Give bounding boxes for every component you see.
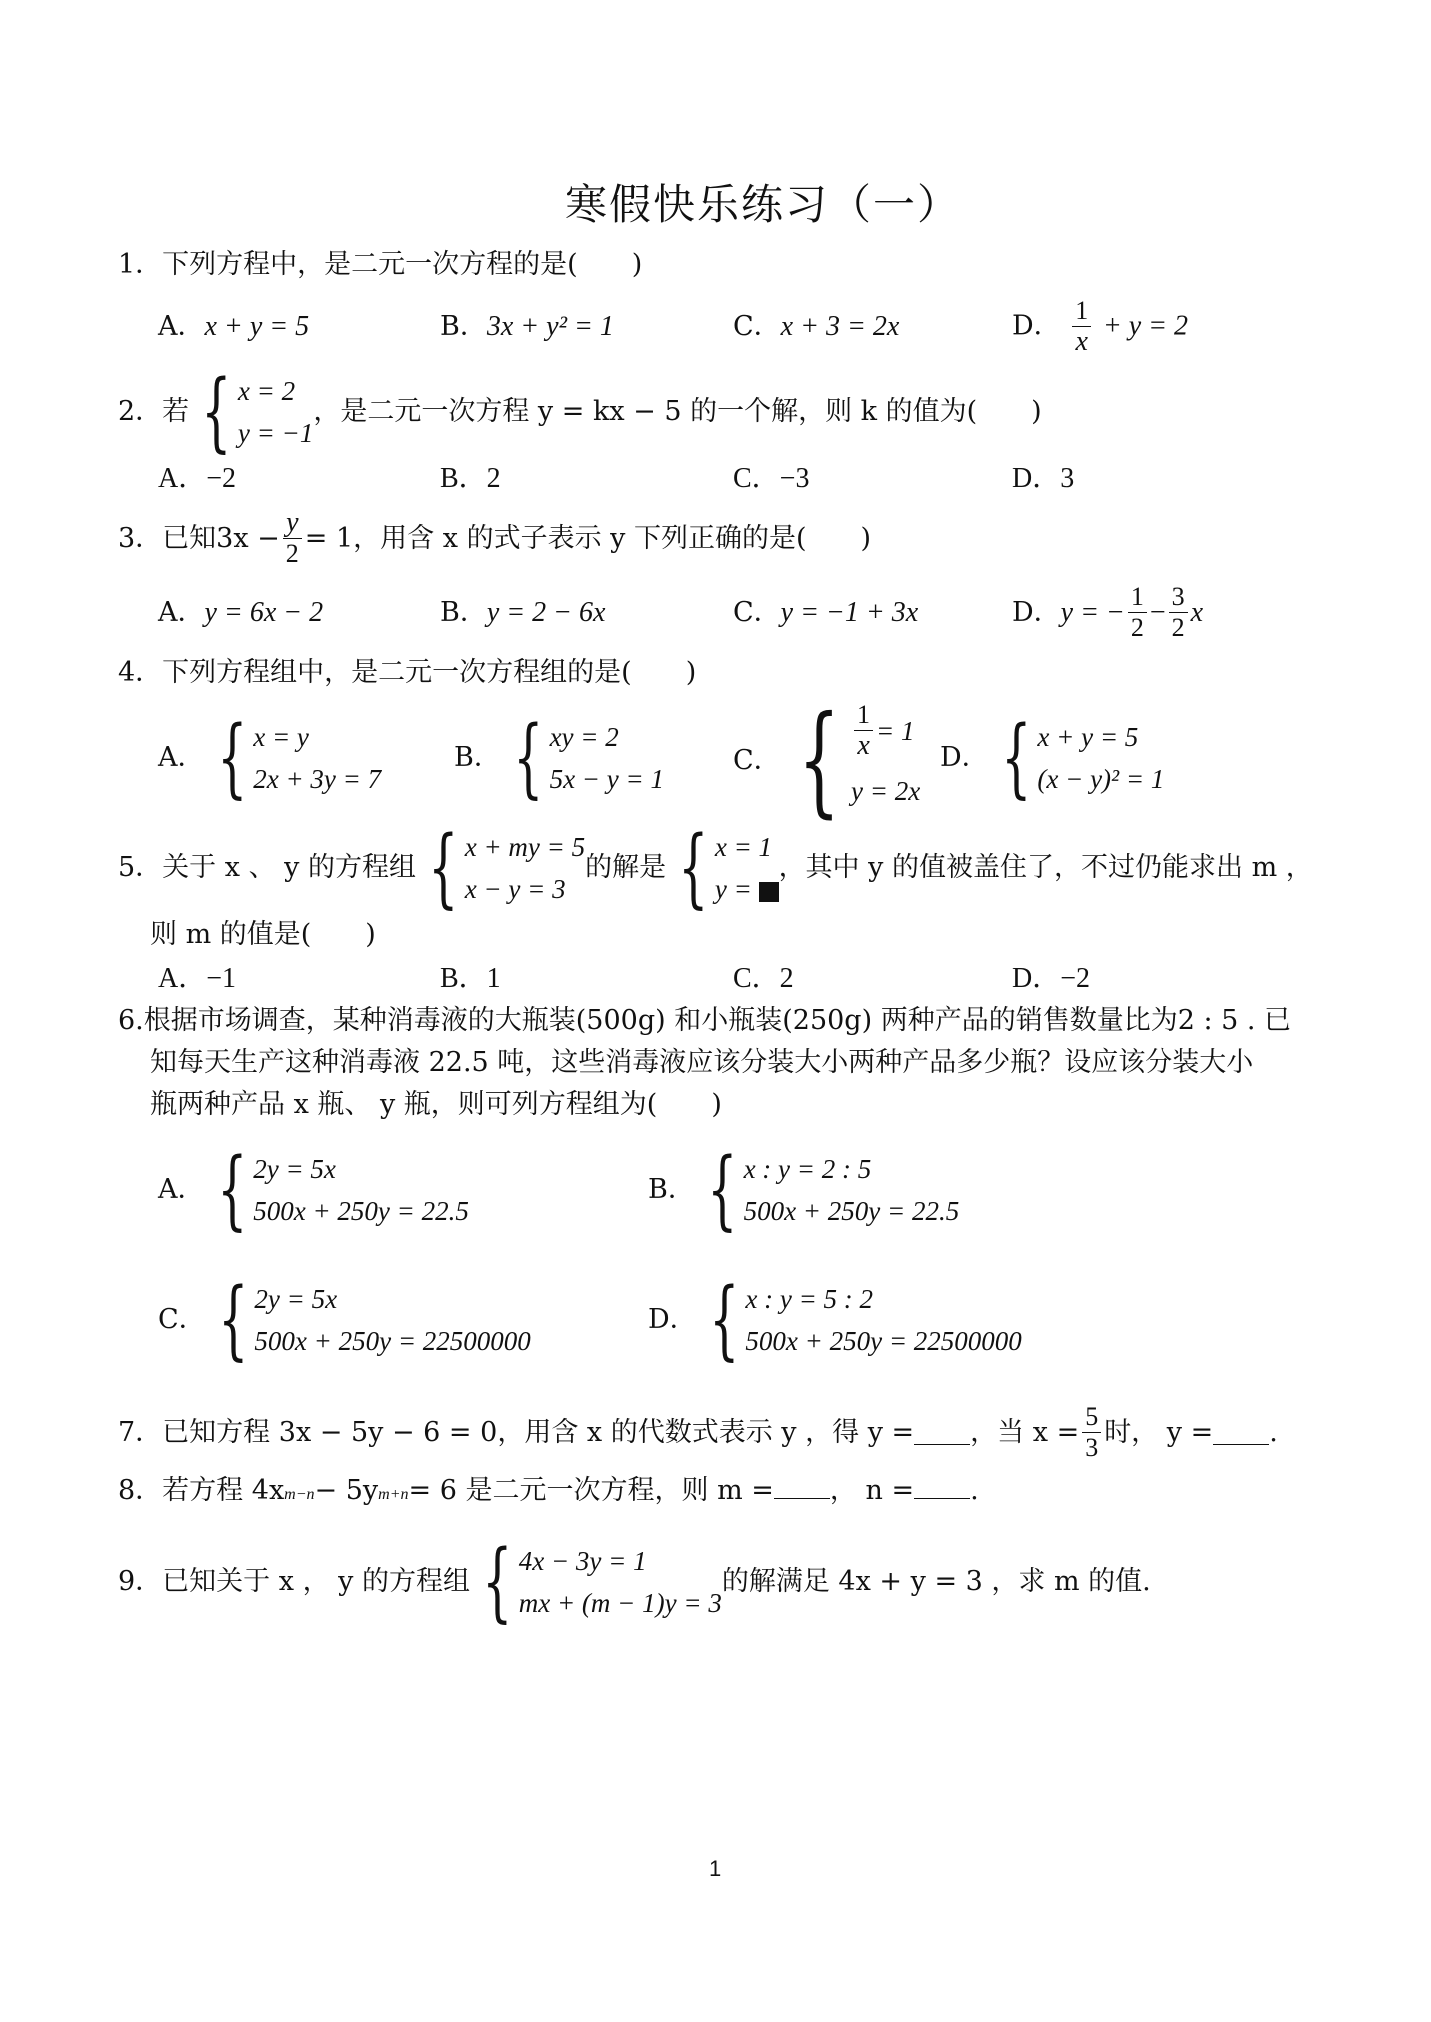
q5-system: { x + my = 5 x − y = 3	[428, 818, 586, 918]
question-6-line1: 6.根据市场调查，某种消毒液的大瓶装(500g) 和小瓶装(250g) 两种产品的销售数量比为2 : 5 . 已	[118, 1005, 1292, 1036]
q6-option-d: D． { x : y = 5 : 2 500x + 250y = 22500000	[648, 1270, 1022, 1370]
question-2-stem: 2．若 { x = 2 y = −1 ，是二元一次方程 y = kx − 5 的一个解，则 k 的值为( )	[118, 362, 1042, 462]
q3-option-a: A．y = 6x − 2	[158, 597, 324, 628]
answer-blank[interactable]	[914, 1474, 970, 1499]
q5-option-a: A．−1	[158, 963, 237, 994]
q3-option-b: B．y = 2 − 6x	[440, 597, 606, 628]
q2-option-c: C．−3	[733, 463, 810, 494]
q5-option-b: B．1	[440, 963, 501, 994]
question-5-stem: 5．关于 x 、 y 的方程组 { x + my = 5 x − y = 3 的解是 { x = 1 y = ，其中 y 的值被盖住了，不过仍能求出 m ，	[118, 818, 1313, 918]
answer-blank[interactable]	[774, 1474, 830, 1499]
q3-option-d: D． y = − $\frac{1}{2}$ − $\frac{3}{2}$ x	[1012, 582, 1204, 642]
q4-option-d: D． { x + y = 5 (x − y)² = 1	[940, 708, 1165, 808]
answer-blank[interactable]	[914, 1420, 970, 1445]
page-title: 寒假快乐练习（一）	[565, 180, 962, 229]
page-number: 1	[709, 1856, 722, 1881]
q4-option-c: C． { $\frac{1}{x}$ = 1 y = 2x	[733, 690, 921, 830]
question-4-stem: 4．下列方程组中，是二元一次方程组的是( )	[118, 657, 697, 688]
covered-value-square	[759, 882, 779, 902]
q6-option-b: B． { x : y = 2 : 5 500x + 250y = 22.5	[648, 1140, 960, 1240]
q5-option-d: D．−2	[1012, 963, 1091, 994]
question-6-line3: 瓶两种产品 x 瓶、 y 瓶，则可列方程组为( )	[150, 1089, 722, 1120]
q1-option-d: D． $\frac{1}{x}$ + y = 2	[1012, 296, 1189, 357]
q3-option-c: C．y = −1 + 3x	[733, 597, 919, 628]
q4-option-a: A． { x = y 2x + 3y = 7	[158, 708, 382, 808]
question-1-stem: 1．下列方程中，是二元一次方程的是( )	[118, 249, 643, 280]
q1-option-a: A．x + y = 5	[158, 311, 310, 342]
question-6-line2: 知每天生产这种消毒液 22.5 吨，这些消毒液应该分装大小两种产品多少瓶？设应该分装大小	[150, 1047, 1254, 1078]
q6-option-a: A． { 2y = 5x 500x + 250y = 22.5	[158, 1140, 469, 1240]
q5-option-c: C．2	[733, 963, 794, 994]
question-8: 8．若方程 4x m−n − 5y m+n = 6 是二元一次方程，则 m = ， n = .	[118, 1475, 979, 1506]
q4-option-b: B． { xy = 2 5x − y = 1	[454, 708, 664, 808]
q1-option-c: C．x + 3 = 2x	[733, 311, 900, 342]
question-5-line2: 则 m 的值是( )	[150, 919, 376, 950]
answer-blank[interactable]	[1213, 1420, 1269, 1445]
q5-solution: { x = 1 y =	[666, 826, 778, 910]
q2-option-b: B．2	[440, 463, 501, 494]
q2-option-a: A．−2	[158, 463, 237, 494]
q2-option-d: D．3	[1012, 463, 1075, 494]
q9-system: { 4x − 3y = 1 mx + (m − 1)y = 3	[482, 1532, 722, 1632]
q2-system: { x = 2 y = −1	[201, 362, 314, 462]
question-3-stem: 3．已知3x − $\frac{y}{2}$ = 1，用含 x 的式子表示 y 下列正确的是( )	[118, 507, 872, 568]
question-7: 7．已知方程 3x − 5y − 6 = 0，用含 x 的代数式表示 y ，得 y = ，当 x = $\frac{5}{3}$ 时， y = .	[118, 1402, 1278, 1462]
question-9: 9．已知关于 x ， y 的方程组 { 4x − 3y = 1 mx + (m − 1)y = 3 的解满足 4x + y = 3 ，求 m 的值.	[118, 1532, 1151, 1632]
q1-option-b: B．3x + y² = 1	[440, 311, 614, 342]
q6-option-c: C． { 2y = 5x 500x + 250y = 22500000	[158, 1270, 531, 1370]
